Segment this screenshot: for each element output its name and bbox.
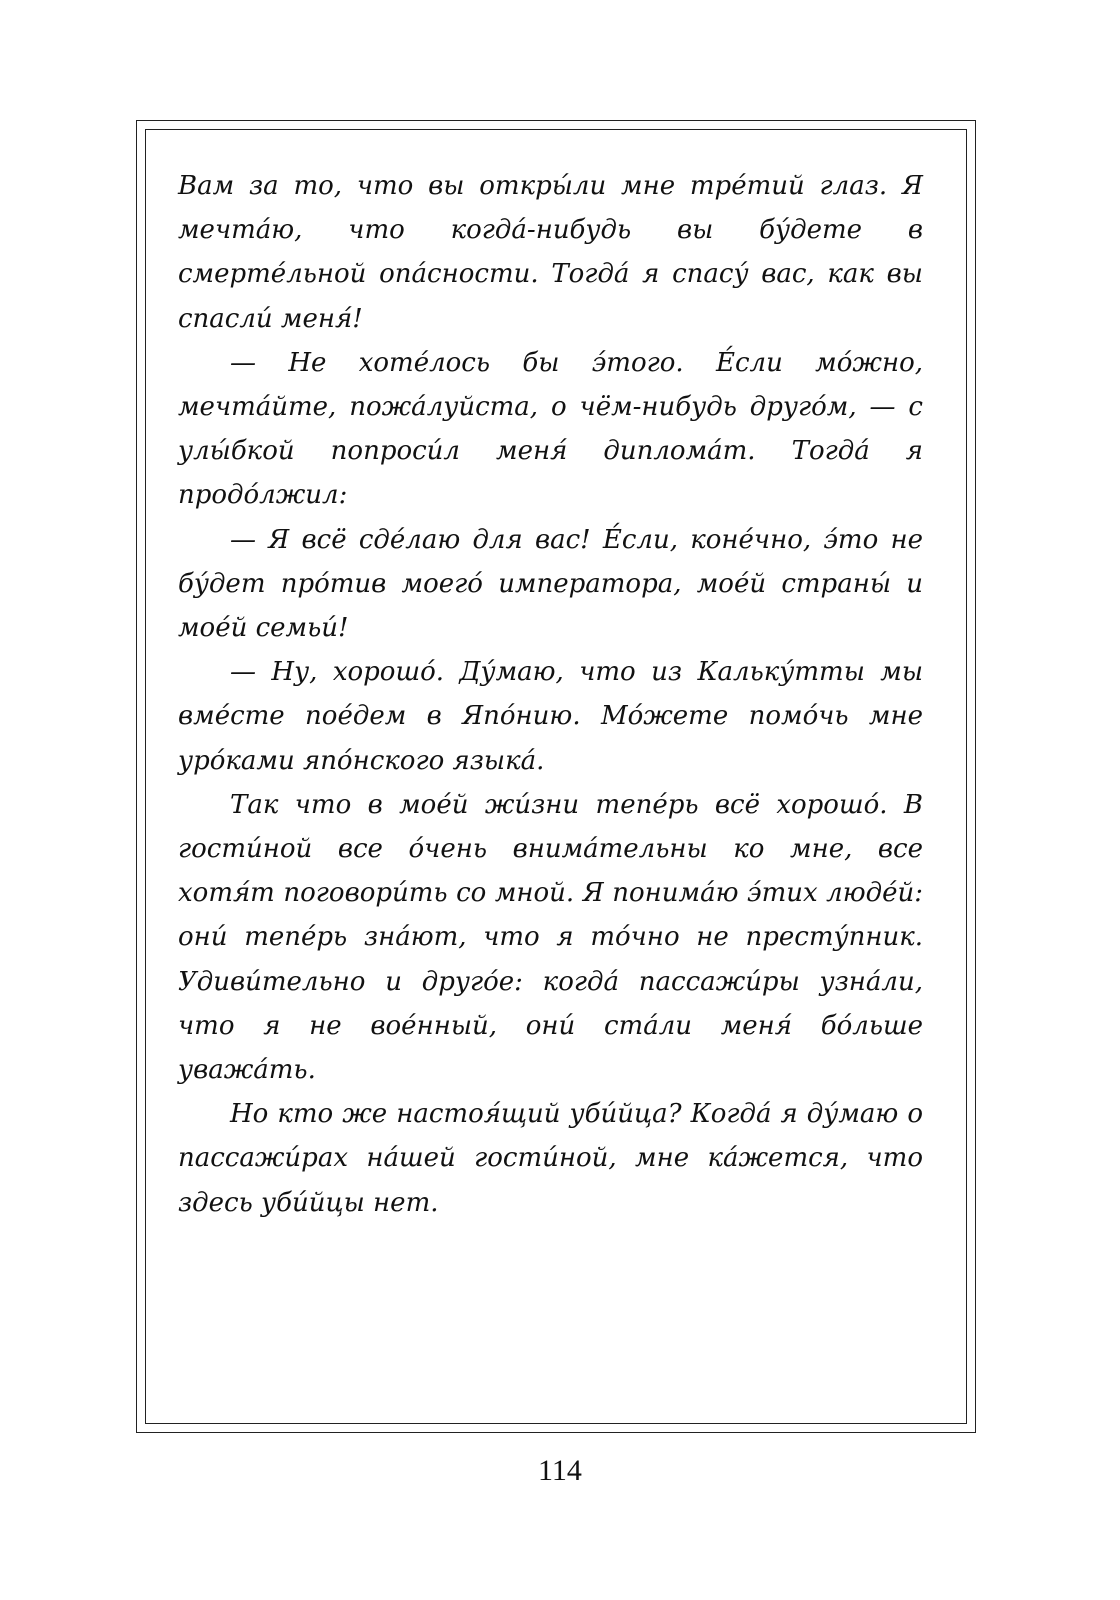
paragraph: — Я всё сде́лаю для вас! Е́сли, коне́чно, э́то не бу́дет про́тив моего́ императора, мое́й страны́ и мое́й семьи́! (178, 524, 923, 644)
paragraph: — Не хоте́лось бы э́того. Е́сли мо́жно, мечта́йте, пожа́луйста, о чём-нибудь друго́м, — с улы́бкой попроси́л меня́ диплома́т. Тогда́ я продо́лжил: (178, 347, 923, 511)
page-border-outer (136, 120, 976, 1433)
page-border-inner (145, 129, 967, 1424)
paragraph: Так что в мое́й жи́зни тепе́рь всё хорошо́. В гости́ной все о́чень внима́тельны ко мне, все хотя́т поговори́ть со мной. Я понима́ю э́тих люде́й: они́ тепе́рь зна́ют, что я то́чно не престу́пник. Удиви́тельно и друго́е: когда́ пассажи́ры узна́ли, что я не вое́нный, они́ ста́ли меня́ бо́льше уважа́ть. (178, 789, 923, 1086)
text-body (178, 164, 923, 1225)
paragraph: Но кто же настоя́щий уби́йца? Когда́ я ду́маю о пассажи́рах на́шей гости́ной, мне ка́жется, что здесь уби́йцы нет. (178, 1099, 923, 1218)
paragraph: Вам за то, что вы откры́ли мне тре́тий глаз. Я мечта́ю, что когда́-нибудь вы бу́дете в смерте́льной опа́сности. Тогда́ я спасу́ вас, как вы спасли́ меня́! (178, 171, 923, 334)
page-number: 114 (538, 1454, 582, 1487)
paragraph: — Ну, хорошо́. Ду́маю, что из Кальку́тты мы вме́сте пое́дем в Япо́нию. Мо́жете помо́чь мне уро́ками япо́нского языка́. (178, 657, 923, 776)
